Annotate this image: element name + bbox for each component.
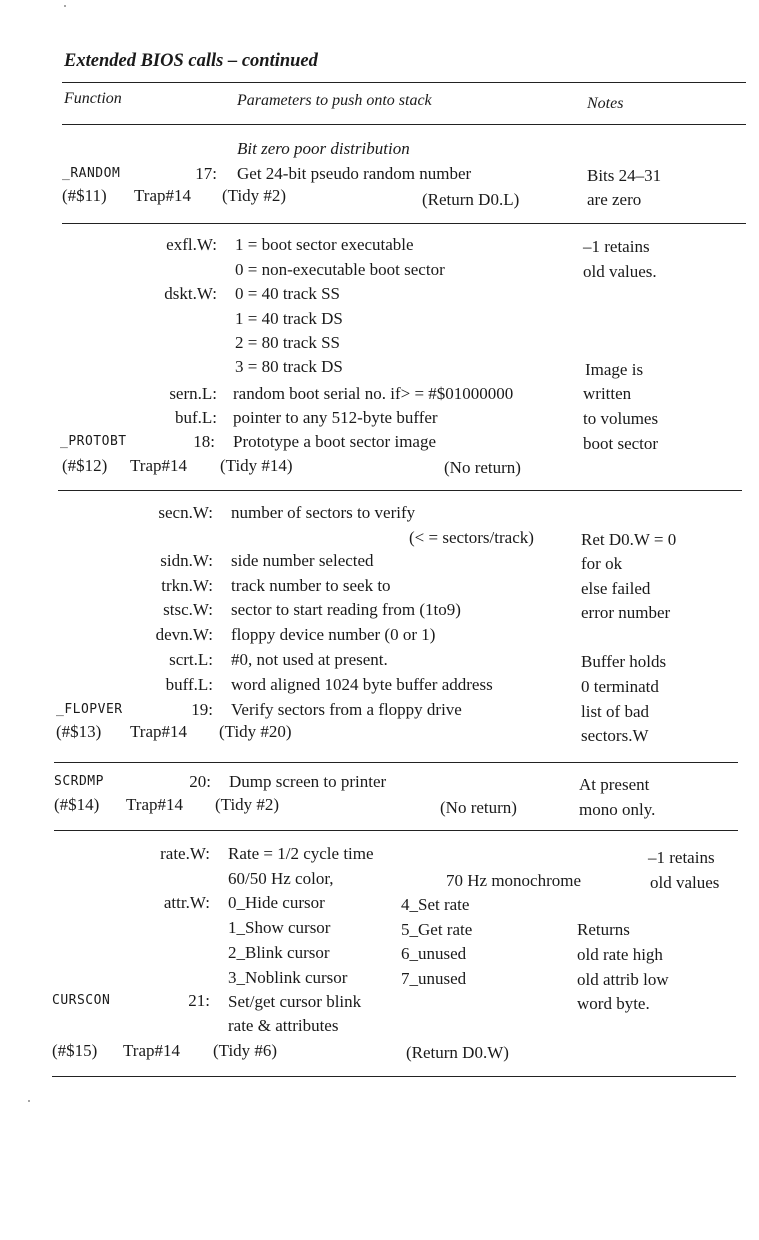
param-line: (< = sectors/track) [409, 528, 534, 547]
scrdmp-note: At present [579, 775, 650, 794]
flopver-hex: (#$13) [56, 722, 102, 741]
header-function: Function [64, 90, 122, 107]
flopver-note: for ok [581, 554, 623, 573]
scrdmp-tidy: (Tidy #2) [215, 795, 280, 814]
param-line: 70 Hz monochrome [446, 871, 582, 890]
rule-header [62, 124, 746, 125]
curscon-hex: (#$15) [52, 1041, 98, 1060]
random-num: 17: [195, 164, 217, 183]
flopver-note: else failed [581, 579, 651, 598]
curscon-note: Returns [577, 920, 630, 939]
attr-option: 0_Hide cursor [228, 893, 325, 912]
param-line: 1 = 40 track DS [235, 309, 343, 328]
scrdmp-return: (No return) [440, 798, 517, 817]
param-line: track number to seek to [231, 576, 391, 595]
param-line: word aligned 1024 byte buffer address [231, 675, 493, 694]
param-label: secn.W: [158, 503, 213, 522]
attr-option: 7_unused [401, 969, 467, 988]
protobt-num: 18: [193, 432, 215, 451]
flopver-num: 19: [191, 700, 213, 719]
param-line: Rate = 1/2 cycle time [228, 844, 374, 863]
random-note: are zero [587, 190, 642, 209]
param-label: dskt.W: [164, 284, 217, 303]
curscon-note: old values [650, 873, 720, 892]
flopver-trap: Trap#14 [130, 722, 187, 741]
scrdmp-num: 20: [189, 772, 211, 791]
attr-option: 4_Set rate [401, 895, 470, 914]
rule-flopver [54, 762, 738, 763]
random-hex: (#$11) [62, 186, 107, 205]
param-line: floppy device number (0 or 1) [231, 625, 436, 644]
speck [64, 5, 66, 7]
param-label: sidn.W: [160, 551, 213, 570]
param-line: 0 = 40 track SS [235, 284, 340, 303]
flopver-desc: Verify sectors from a floppy drive [231, 700, 462, 719]
header-notes: Notes [587, 95, 624, 112]
attr-option: 2_Blink cursor [228, 943, 330, 962]
protobt-note: –1 retains [583, 237, 650, 256]
scrdmp-name: SCRDMP [54, 774, 104, 789]
random-trap: Trap#14 [134, 186, 191, 205]
curscon-note: word byte. [577, 994, 650, 1013]
page-title: Extended BIOS calls – continued [64, 51, 318, 71]
param-label: trkn.W: [161, 576, 213, 595]
rule-top [62, 82, 746, 83]
flopver-note: sectors.W [581, 726, 649, 745]
param-line: pointer to any 512-byte buffer [233, 408, 438, 427]
curscon-return: (Return D0.W) [406, 1043, 509, 1062]
rule-protobt [58, 490, 742, 491]
param-label: stsc.W: [163, 600, 213, 619]
curscon-desc: Set/get cursor blink [228, 992, 362, 1011]
flopver-name: _FLOPVER [56, 702, 123, 717]
curscon-tidy: (Tidy #6) [213, 1041, 278, 1060]
param-label: exfl.W: [166, 235, 217, 254]
random-return: (Return D0.L) [422, 190, 520, 209]
param-line: 60/50 Hz color, [228, 869, 334, 888]
curscon-note: old attrib low [577, 970, 669, 989]
protobt-note: Image is [585, 360, 644, 379]
flopver-note: Buffer holds [581, 652, 667, 671]
curscon-note: old rate high [577, 945, 663, 964]
scrdmp-desc: Dump screen to printer [229, 772, 387, 791]
random-note-top: Bit zero poor distribution [237, 139, 410, 158]
header-params: Parameters to push onto stack [237, 92, 432, 109]
protobt-trap: Trap#14 [130, 456, 187, 475]
curscon-name: CURSCON [52, 993, 111, 1008]
flopver-note: 0 terminatd [581, 677, 659, 696]
param-line: 3 = 80 track DS [235, 357, 343, 376]
rule-random [62, 223, 746, 224]
param-label: buff.L: [165, 675, 213, 694]
protobt-note: old values. [583, 262, 657, 281]
curscon-desc: rate & attributes [228, 1016, 339, 1035]
param-line: number of sectors to verify [231, 503, 416, 522]
rule-scrdmp [54, 830, 738, 831]
protobt-tidy: (Tidy #14) [220, 456, 293, 475]
protobt-note: boot sector [583, 434, 659, 453]
speck [28, 1100, 30, 1102]
flopver-note: Ret D0.W = 0 [581, 530, 677, 549]
attr-option: 3_Noblink cursor [228, 968, 348, 987]
protobt-note: to volumes [583, 409, 659, 428]
scrdmp-trap: Trap#14 [126, 795, 183, 814]
param-label: rate.W: [160, 844, 210, 863]
random-tidy: (Tidy #2) [222, 186, 287, 205]
param-line: sector to start reading from (1to9) [231, 600, 461, 619]
scrdmp-hex: (#$14) [54, 795, 100, 814]
param-label: buf.L: [174, 408, 217, 427]
scrdmp-note: mono only. [579, 800, 656, 819]
param-line: random boot serial no. if> = #$01000000 [233, 384, 514, 403]
protobt-return: (No return) [444, 458, 521, 477]
rule-bottom [52, 1076, 736, 1077]
attr-option: 5_Get rate [401, 920, 473, 939]
param-label: sern.L: [169, 384, 217, 403]
flopver-note: error number [581, 603, 671, 622]
random-desc: Get 24-bit pseudo random number [237, 164, 472, 183]
param-label: devn.W: [155, 625, 213, 644]
param-line: #0, not used at present. [231, 650, 388, 669]
param-line: side number selected [231, 551, 374, 570]
param-label: attr.W: [163, 893, 210, 912]
param-line: 1 = boot sector executable [235, 235, 414, 254]
param-line: 2 = 80 track SS [235, 333, 340, 352]
curscon-note: –1 retains [648, 848, 715, 867]
flopver-tidy: (Tidy #20) [219, 722, 292, 741]
curscon-num: 21: [188, 991, 210, 1010]
param-line: 0 = non-executable boot sector [235, 260, 445, 279]
random-note: Bits 24–31 [587, 166, 662, 185]
protobt-desc: Prototype a boot sector image [233, 432, 437, 451]
protobt-note: written [583, 384, 632, 403]
random-name: _RANDOM [62, 166, 121, 181]
attr-option: 1_Show cursor [228, 918, 331, 937]
param-label: scrt.L: [169, 650, 213, 669]
attr-option: 6_unused [401, 944, 467, 963]
protobt-name: _PROTOBT [60, 434, 127, 449]
protobt-hex: (#$12) [62, 456, 108, 475]
flopver-note: list of bad [581, 702, 649, 721]
curscon-trap: Trap#14 [123, 1041, 180, 1060]
